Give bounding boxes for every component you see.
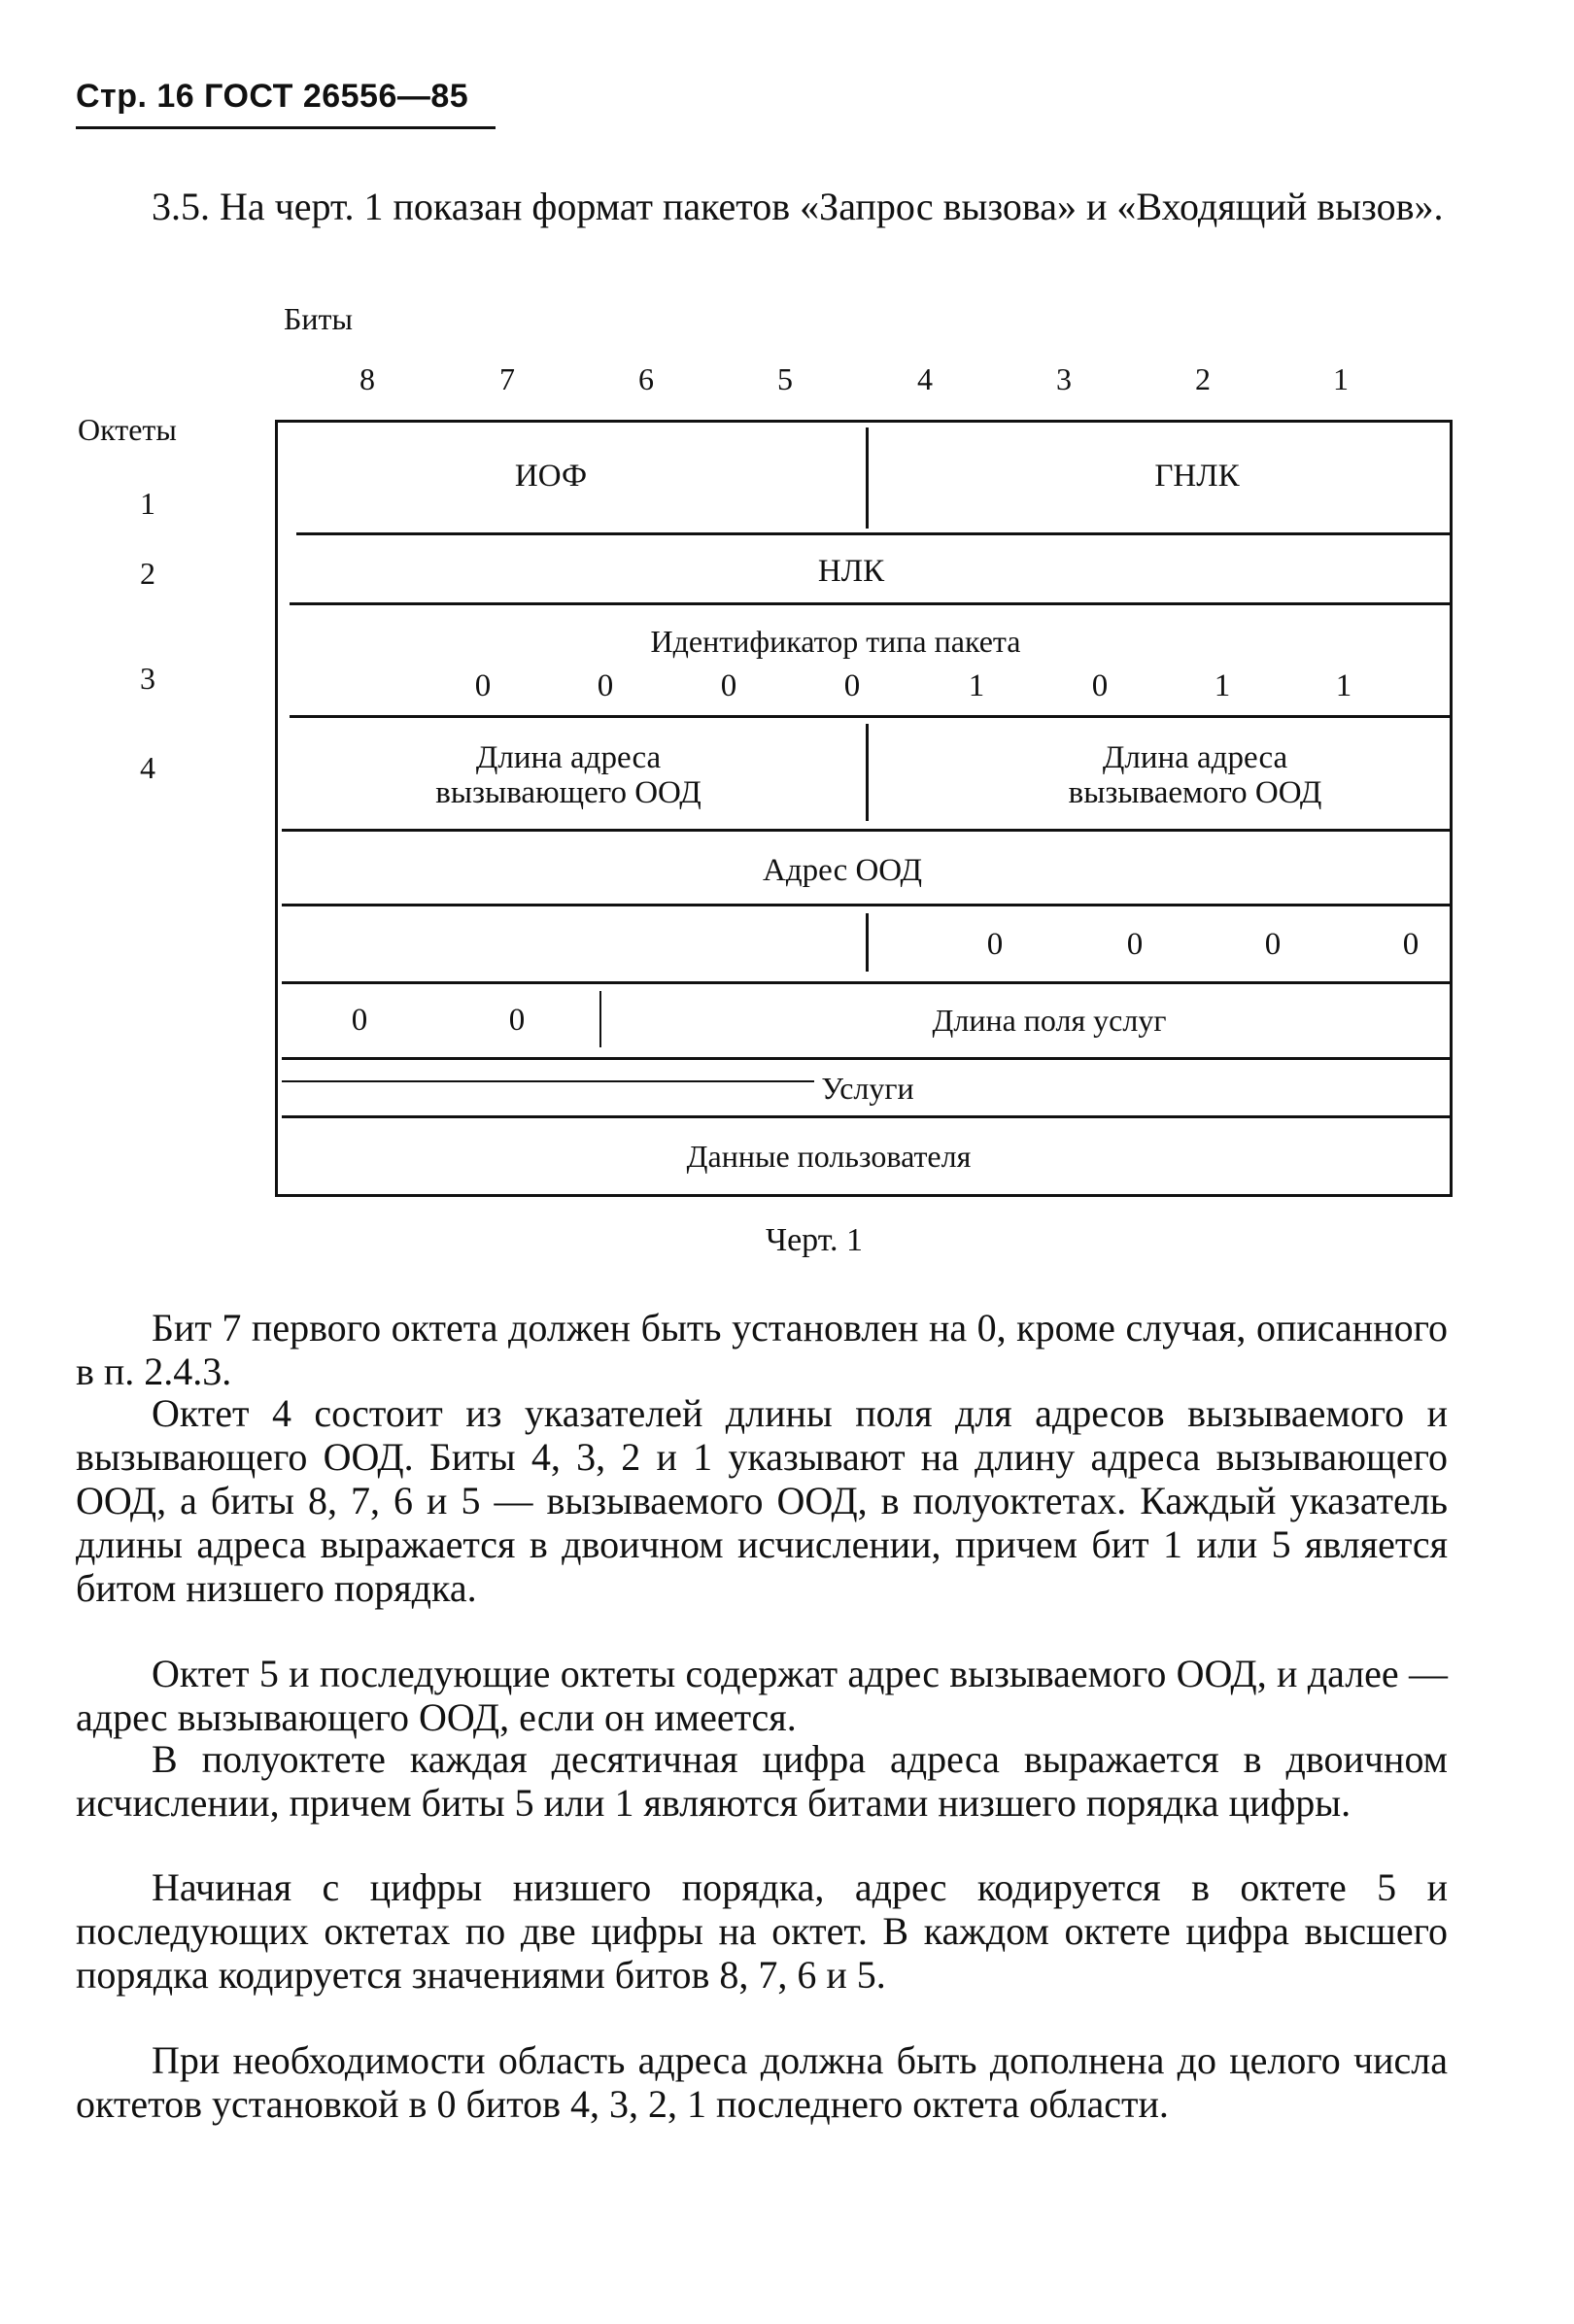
- bit-number: 7: [499, 361, 515, 396]
- body-paragraph: Октет 4 состоит из указателей длины поля для адресов вызываемого и вызывающего ООД. Биты 4, 3, 2 и 1 указывают на длину адреса вызывающего ООД, а биты 8, 7, 6 и 5 — вызываемого ООД, в полуоктетах. Каждый указатель длины адреса выражается в двоичном исчислении, причем бит 1 или 5 является битом низшего порядка.: [76, 1391, 1448, 1610]
- calling-address-length-line2: вызывающего ООД: [435, 775, 701, 810]
- user-data-field: Данные пользователя: [686, 1139, 972, 1174]
- body-paragraph: Бит 7 первого октета должен быть установлен на 0, кроме случая, описанного в п. 2.4.3.: [76, 1306, 1448, 1393]
- diagram-top-border: [275, 420, 1453, 423]
- bit-number: 1: [1333, 361, 1349, 396]
- facilities-field: Услуги: [821, 1071, 914, 1106]
- calling-address-length-line1: Длина адреса: [475, 740, 662, 775]
- facility-length-bit: 0: [351, 1003, 368, 1038]
- facility-length-field: Длина поля услуг: [932, 1003, 1167, 1038]
- packet-type-bit: 0: [843, 668, 861, 703]
- row-separator: [296, 532, 1450, 535]
- dte-address-field: Адрес ООД: [762, 853, 923, 888]
- row-separator: [282, 981, 1450, 984]
- page-header: Стр. 16 ГОСТ 26556—85: [76, 78, 469, 115]
- diagram-right-border: [1450, 420, 1453, 1197]
- packet-type-bit: 1: [1214, 668, 1231, 703]
- row-separator: [282, 1115, 1450, 1118]
- services-line: [282, 1080, 814, 1082]
- header-rule: [76, 126, 496, 129]
- diagram-left-border: [275, 420, 278, 1197]
- column-separator: [866, 427, 869, 529]
- row-separator: [290, 602, 1450, 605]
- padding-bit: 0: [986, 927, 1004, 962]
- bit-number: 5: [777, 361, 793, 396]
- row-separator: [282, 829, 1450, 832]
- bits-label: Биты: [284, 301, 353, 336]
- called-address-length-line1: Длина адреса: [1102, 740, 1288, 775]
- bit-number: 4: [917, 361, 933, 396]
- nlk-field: НЛК: [817, 554, 885, 589]
- packet-type-bit: 0: [474, 668, 492, 703]
- column-separator: [599, 991, 601, 1047]
- row-separator: [282, 1057, 1450, 1060]
- body-paragraph: При необходимости область адреса должна быть дополнена до целого числа октетов установкой в 0 битов 4, 3, 2, 1 последнего октета области.: [76, 2038, 1448, 2126]
- called-address-length-line2: вызываемого ООД: [1068, 775, 1322, 810]
- gnlk-field: ГНЛК: [1154, 459, 1240, 494]
- packet-type-bit: 1: [1335, 668, 1352, 703]
- octet-number: 4: [140, 750, 155, 785]
- body-paragraph: В полуоктете каждая десятичная цифра адреса выражается в двоичном исчислении, причем биты 5 или 1 являются битами низшего порядка цифры.: [76, 1737, 1448, 1825]
- padding-bit: 0: [1126, 927, 1144, 962]
- column-separator: [866, 724, 869, 821]
- bit-number: 2: [1195, 361, 1211, 396]
- body-paragraph: Начиная с цифры низшего порядка, адрес кодируется в октете 5 и последующих октетах по две цифры на октет. В каждом октете цифра высшего порядка кодируется значениями битов 8, 7, 6 и 5.: [76, 1865, 1448, 1997]
- octet-number: 2: [140, 556, 155, 591]
- facility-length-bit: 0: [508, 1003, 526, 1038]
- bit-number: 3: [1056, 361, 1072, 396]
- column-separator: [866, 913, 869, 972]
- calling-address-length: [435, 740, 701, 810]
- bit-number: 8: [359, 361, 375, 396]
- packet-type-bit: 1: [968, 668, 985, 703]
- diagram-bottom-border: [275, 1194, 1453, 1197]
- intro-paragraph: 3.5. На черт. 1 показан формат пакетов «Запрос вызова» и «Входящий вызов».: [152, 185, 1444, 228]
- packet-type-title: Идентификатор типа пакета: [650, 624, 1021, 659]
- called-address-length: [1069, 740, 1322, 810]
- figure-caption: Черт. 1: [765, 1222, 864, 1258]
- padding-bit: 0: [1264, 927, 1282, 962]
- octet-number: 3: [140, 661, 155, 696]
- packet-type-bit: 0: [720, 668, 737, 703]
- iof-field: ИОФ: [514, 459, 588, 494]
- body-paragraph: Октет 5 и последующие октеты содержат адрес вызываемого ООД, и далее — адрес вызывающего ООД, если он имеется.: [76, 1652, 1448, 1739]
- padding-bit: 0: [1402, 927, 1420, 962]
- packet-type-bit: 0: [1091, 668, 1109, 703]
- packet-type-bit: 0: [597, 668, 614, 703]
- row-separator: [290, 715, 1450, 718]
- row-separator: [282, 904, 1450, 906]
- octet-number: 1: [140, 486, 155, 521]
- octets-label: Октеты: [78, 412, 177, 447]
- bit-number: 6: [638, 361, 654, 396]
